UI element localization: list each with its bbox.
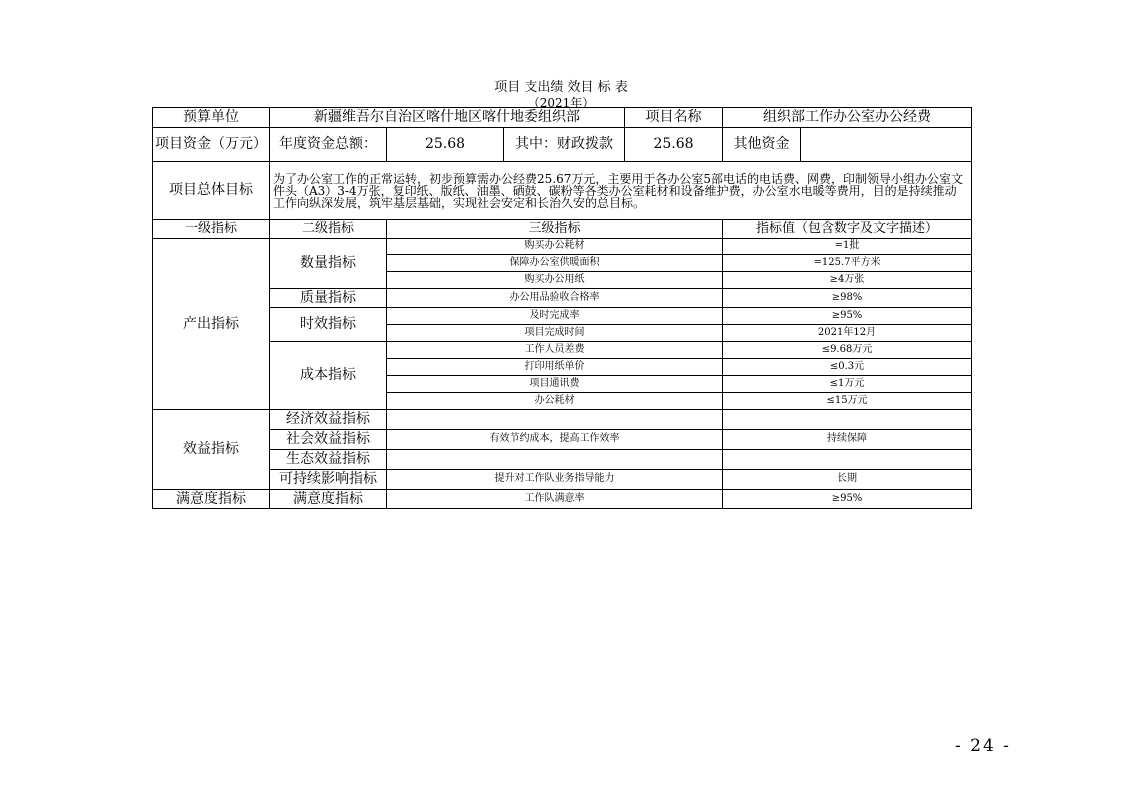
other-funds-value <box>801 128 972 162</box>
col-value: 指标值（包含数字及文字描述） <box>723 220 972 239</box>
page-number: - 24 - <box>955 736 1011 756</box>
table-row <box>153 239 972 255</box>
quality-label: 质量指标 <box>270 289 387 308</box>
indicator-name: 项目完成时间 <box>387 325 723 342</box>
indicator-value: ≥95% <box>723 490 972 509</box>
indicator-name: 办公耗材 <box>387 393 723 410</box>
indicator-name: 有效节约成本，提高工作效率 <box>387 430 723 450</box>
indicator-value: ≤1万元 <box>723 376 972 393</box>
indicator-value: 长期 <box>723 470 972 490</box>
budget-unit-row <box>153 108 972 128</box>
fiscal-value: 25.68 <box>625 128 723 162</box>
fiscal-label: 其中：财政拨款 <box>504 128 625 162</box>
indicator-value: ≥4万张 <box>723 272 972 289</box>
annual-total-label: 年度资金总额： <box>270 128 387 162</box>
annual-total-value: 25.68 <box>387 128 504 162</box>
project-name-label: 项目名称 <box>625 108 723 128</box>
other-funds-label: 其他资金 <box>723 128 801 162</box>
indicator-name: 提升对工作队业务指导能力 <box>387 470 723 490</box>
indicator-value: =125.7平方米 <box>723 255 972 272</box>
satisfaction-row <box>153 490 972 509</box>
col-level3: 三级指标 <box>387 220 723 239</box>
table-row <box>153 470 972 490</box>
table-row <box>153 289 972 308</box>
indicator-value: ≥98% <box>723 289 972 308</box>
indicator-value: ≥95% <box>723 308 972 325</box>
indicator-name: 打印用纸单价 <box>387 359 723 376</box>
benefit-sub-label: 可持续影响指标 <box>270 470 387 490</box>
timeliness-label: 时效指标 <box>270 308 387 342</box>
page-title: 项目 支出绩 效目 标 表 <box>494 80 628 95</box>
indicator-value: ≤15万元 <box>723 393 972 410</box>
benefit-label: 效益指标 <box>153 410 270 490</box>
budget-unit-value: 新疆维吾尔自治区喀什地区喀什地委组织部 <box>270 108 625 128</box>
performance-target-table <box>152 107 972 509</box>
indicator-name <box>387 410 723 430</box>
funds-row <box>153 128 972 162</box>
budget-unit-label: 预算单位 <box>153 108 270 128</box>
col-level2: 二级指标 <box>270 220 387 239</box>
funds-label: 项目资金（万元） <box>153 128 270 162</box>
col-level1: 一级指标 <box>153 220 270 239</box>
indicator-name: 购买办公用纸 <box>387 272 723 289</box>
indicator-name: 保障办公室供暖面积 <box>387 255 723 272</box>
indicator-name: 项目通讯费 <box>387 376 723 393</box>
table-row <box>153 308 972 325</box>
table-row <box>153 342 972 359</box>
benefit-sub-label: 社会效益指标 <box>270 430 387 450</box>
table-row <box>153 430 972 450</box>
quantity-label: 数量指标 <box>270 239 387 289</box>
goal-text: 为了办公室工作的正常运转，初步预算需办公经费25.67万元，主要用于各办公室5部电话的电话费、网费，印制领导小组办公室文件头（A3）3-4万张，复印纸、版纸、油墨、硒鼓、碳粉等各类办公室耗材和设备维护费，办公室水电暖等费用，目的是持续推动工作向纵深发展，筑牢基层基础，实现社会安定和长治久安的总目标。 <box>270 162 972 220</box>
indicator-name: 及时完成率 <box>387 308 723 325</box>
indicator-value <box>723 450 972 470</box>
benefit-sub-label: 生态效益指标 <box>270 450 387 470</box>
table-row <box>153 450 972 470</box>
satisfaction-label: 满意度指标 <box>153 490 270 509</box>
indicator-value: =1批 <box>723 239 972 255</box>
year-subtitle: （2021年） <box>527 96 595 110</box>
indicator-name <box>387 450 723 470</box>
indicator-value: ≤0.3元 <box>723 359 972 376</box>
indicator-name: 购买办公耗材 <box>387 239 723 255</box>
output-label: 产出指标 <box>153 239 270 410</box>
goal-label: 项目总体目标 <box>153 162 270 220</box>
indicator-value: 2021年12月 <box>723 325 972 342</box>
project-name-value: 组织部工作办公室办公经费 <box>723 108 972 128</box>
benefit-sub-label: 经济效益指标 <box>270 410 387 430</box>
satisfaction-sub-label: 满意度指标 <box>270 490 387 509</box>
table-row <box>153 410 972 430</box>
indicator-value: ≤9.68万元 <box>723 342 972 359</box>
indicator-value <box>723 410 972 430</box>
cost-label: 成本指标 <box>270 342 387 410</box>
indicator-name: 办公用品验收合格率 <box>387 289 723 308</box>
goal-row <box>153 162 972 220</box>
indicator-name: 工作队满意率 <box>387 490 723 509</box>
indicator-name: 工作人员差费 <box>387 342 723 359</box>
column-header-row <box>153 220 972 239</box>
indicator-value: 持续保障 <box>723 430 972 450</box>
